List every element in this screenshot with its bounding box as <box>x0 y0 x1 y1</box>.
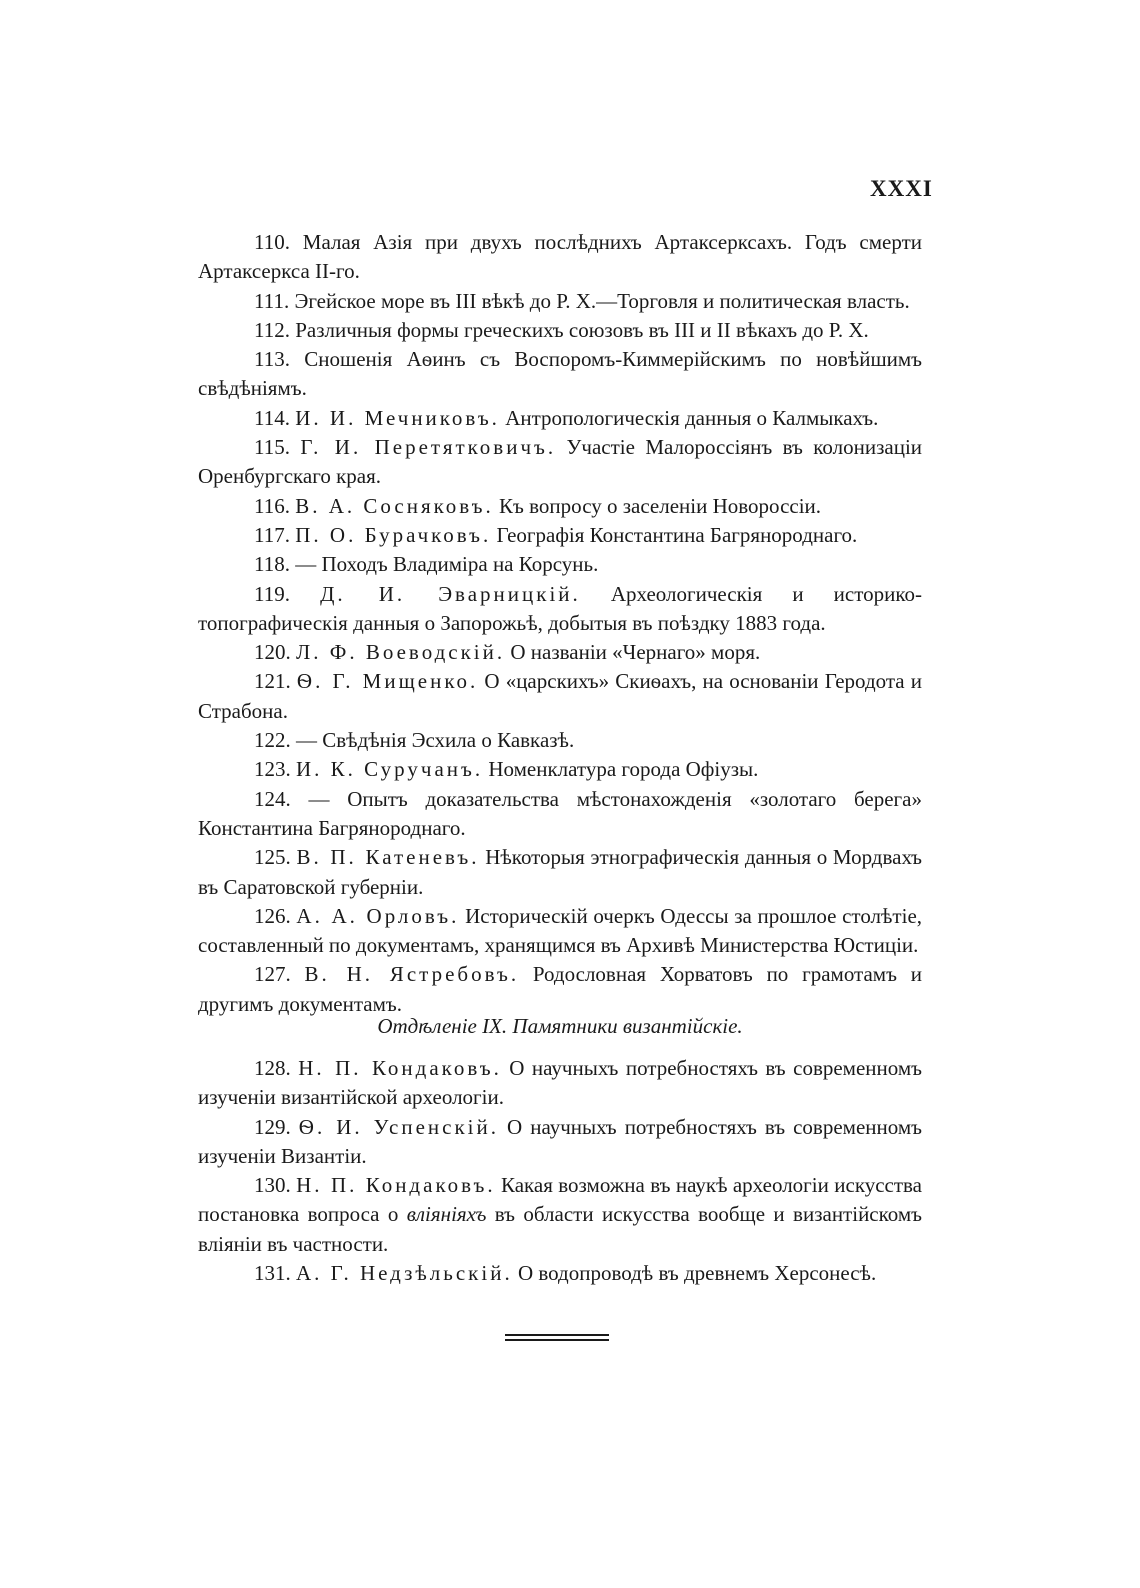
entry-number: 130. <box>254 1173 291 1198</box>
entry-text: Антропологическія данныя о Калмыкахъ. <box>505 405 879 430</box>
entry-author: Ѳ. Г. Мищенко. <box>296 669 479 694</box>
entry-number: 125. <box>254 845 291 870</box>
entry-number: 126. <box>254 903 291 928</box>
entry-number: 122. <box>254 728 291 753</box>
entry-author: И. К. Суручанъ. <box>296 757 484 782</box>
entry-text: Родословная Хорватовъ по грамотамъ и другимъ документамъ. <box>198 962 922 1016</box>
entry-text: Малая Азія при двухъ послѣднихъ Артаксерксахъ. Годъ смерти Артаксеркса II-го. <box>198 230 923 284</box>
entry-number: 111. <box>254 288 290 313</box>
entry-author: В. Н. Ястребовъ. <box>304 962 520 987</box>
entry-125 <box>198 843 922 902</box>
entry-number: 118. <box>254 552 290 577</box>
entry-text: О названіи «Чернаго» моря. <box>510 640 761 665</box>
entry-author: В. А. Сосняковъ. <box>295 493 494 518</box>
entry-author: Н. П. Кондаковъ. <box>298 1056 502 1080</box>
entry-118 <box>198 550 922 579</box>
entry-text: Различныя формы греческихъ союзовъ въ III и II вѣкахъ до Р. Х. <box>295 317 869 342</box>
entry-number: 115. <box>254 435 290 460</box>
entry-number: 110. <box>254 230 290 254</box>
entry-121 <box>198 667 922 726</box>
entry-number: 128. <box>254 1056 291 1080</box>
entries-list-top <box>198 228 922 1019</box>
entry-text: О «царскихъ» Скиѳахъ, на основаніи Геродота и Страбона. <box>198 669 923 723</box>
entry-text: О научныхъ потребностяхъ въ современномъ изученіи византійской археологіи. <box>198 1056 923 1110</box>
entry-number: 113. <box>254 347 290 372</box>
entry-113 <box>198 345 922 404</box>
entry-131 <box>198 1259 922 1288</box>
entry-text: О водопроводѣ въ древнемъ Херсонесѣ. <box>517 1261 877 1286</box>
entry-119 <box>198 580 922 639</box>
entry-117 <box>198 521 922 550</box>
entry-text: Свѣдѣнія Эсхила о Кавказѣ. <box>322 728 575 753</box>
entry-author: — <box>295 552 317 577</box>
entry-number: 120. <box>254 640 291 665</box>
entry-130 <box>198 1171 922 1259</box>
entries-list-bottom <box>198 1054 922 1288</box>
entry-number: 114. <box>254 405 290 430</box>
entry-124 <box>198 785 922 844</box>
page-number: XXXI <box>870 176 933 201</box>
rule-line <box>505 1334 609 1336</box>
entry-127 <box>198 960 922 1019</box>
entry-text: Эгейское море въ III вѣкѣ до Р. Х.—Торговля и политическая власть. <box>294 288 910 313</box>
entry-126 <box>198 902 922 961</box>
entry-text: Номенклатура города Офіузы. <box>488 757 759 782</box>
entry-123 <box>198 755 922 784</box>
entry-author: — <box>296 728 317 753</box>
entry-author: Г. И. Перетятковичъ. <box>300 435 557 460</box>
entry-author: Л. Ф. Воеводскій. <box>296 640 506 665</box>
entry-text: Участіе Малороссіянъ въ колонизаціи Оренбургскаго края. <box>198 435 923 489</box>
entry-emphasis: вліяніяхъ <box>406 1202 487 1227</box>
entry-129 <box>198 1113 922 1172</box>
entry-114 <box>198 404 922 433</box>
entry-number: 123. <box>254 757 291 782</box>
footer-double-rule <box>505 1334 609 1341</box>
entry-text-post: въ области искусства вообще и византійскомъ вліяніи въ частности. <box>198 1202 923 1256</box>
entry-text-pre: Какая возможна въ наукѣ археологіи искусства постановка вопроса о <box>198 1173 922 1227</box>
rule-line <box>505 1339 609 1341</box>
entry-number: 117. <box>254 522 290 547</box>
entry-120 <box>198 638 922 667</box>
entry-text: Археологическія и историко-топографическія данныя о Запорожьѣ, добытыя въ поѣздку 1883 года. <box>198 581 922 635</box>
entry-author: П. О. Бурачковъ. <box>295 522 492 547</box>
entry-115 <box>198 433 922 492</box>
entry-author: А. Г. Недзѣльскій. <box>296 1261 513 1286</box>
entry-text: Сношенія Аѳинъ съ Воспоромъ-Киммерійскимъ по новѣйшимъ свѣдѣніямъ. <box>198 347 923 401</box>
section-heading: Отдѣленіе IX. Памятники византійскіе. <box>377 1014 743 1038</box>
entry-text: О научныхъ потребностяхъ въ современномъ изученіи Византіи. <box>198 1114 922 1168</box>
entry-author: В. П. Катеневъ. <box>296 845 480 870</box>
entry-number: 129. <box>254 1114 291 1139</box>
entry-number: 124. <box>254 786 291 811</box>
entry-author: Н. П. Кондаковъ. <box>296 1173 496 1198</box>
entry-author: Ѳ. И. Успенскій. <box>298 1114 499 1139</box>
entry-116 <box>198 492 922 521</box>
entry-128 <box>198 1054 922 1113</box>
entry-author: — <box>308 786 330 811</box>
entry-text: Нѣкоторыя этнографическія данныя о Мордвахъ въ Саратовской губерніи. <box>198 845 923 899</box>
entry-number: 112. <box>254 317 290 342</box>
entry-number: 127. <box>254 962 291 987</box>
entry-122 <box>198 726 922 755</box>
entry-author: И. И. Мечниковъ. <box>295 405 500 430</box>
entry-text: Походъ Владиміра на Корсунь. <box>321 552 599 577</box>
entry-text: Географія Константина Багрянороднаго. <box>496 522 858 547</box>
entry-112 <box>198 316 922 345</box>
entry-111 <box>198 287 922 316</box>
entry-text: Къ вопросу о заселеніи Новороссіи. <box>499 493 822 518</box>
entry-number: 116. <box>254 493 290 518</box>
entry-author: Д. И. Эварницкій. <box>320 581 581 606</box>
entry-number: 121. <box>254 669 291 694</box>
entry-number: 131. <box>254 1261 291 1286</box>
entry-number: 119. <box>254 581 290 606</box>
entry-text: Опытъ доказательства мѣстонахожденія «золотаго берега» Константина Багрянороднаго. <box>198 786 922 840</box>
entry-text: Историческій очеркъ Одессы за прошлое столѣтіе, составленный по документамъ, хранящимся въ Архивѣ Министерства Юстиціи. <box>198 903 923 958</box>
entry-author: А. А. Орловъ. <box>296 903 460 928</box>
entry-110 <box>198 228 922 287</box>
